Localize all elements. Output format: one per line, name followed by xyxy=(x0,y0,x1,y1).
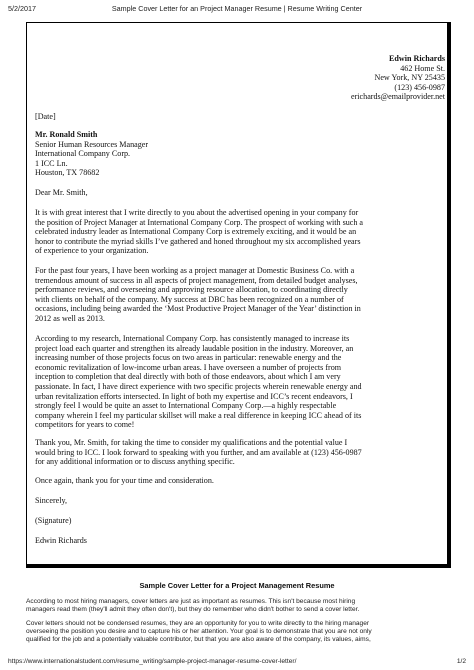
paragraph-line: the position of Project Manager at International Company Corp. The prospect of working with such a xyxy=(35,217,364,227)
paragraph-line: project load each quarter and strengthen its already laudable position in the industry. Moreover, an xyxy=(35,343,354,353)
paragraph-line: For the past four years, I have been working as a project manager at Domestic Business Co. with a xyxy=(35,266,355,275)
print-page-title: Sample Cover Letter for an Project Manager Resume | Resume Writing Center xyxy=(111,4,363,13)
sender-email: erichards@emailprovider.net xyxy=(351,92,445,102)
paragraph-line: According to my research, International Company Corp. has consistently managed to increase its xyxy=(35,334,350,343)
recipient-city: Houston, TX 78682 xyxy=(35,168,100,178)
letter-paragraph-3 xyxy=(35,334,445,430)
paragraph-line: It is with great interest that I write directly to you about the advertised opening in your company for xyxy=(35,208,359,217)
paragraph-line: celebrated industry leader as International Company Corp is extremely exciting, and it would be an xyxy=(35,227,357,237)
paragraph-line: urban revitalization efforts intersected. In light of both my expertise and ICC’s recent endeavors, I xyxy=(35,391,353,401)
print-date: 5/2/2017 xyxy=(8,4,36,13)
paragraph-line: company wherein I feel my particular skillset will make a real difference in keeping ICC ahead of its xyxy=(35,410,362,420)
paragraph-line: with clients on behalf of the company. My success at DBC has been recognized on a number of xyxy=(35,294,344,304)
signature-placeholder: (Signature) xyxy=(35,516,72,525)
sender-phone: (123) 456-0987 xyxy=(394,82,445,92)
paragraph-line: for any additional information or to discuss anything specific. xyxy=(35,457,235,467)
paragraph-line: increasing number of those projects focus on two areas in particular: renewable energy and the xyxy=(35,353,342,363)
paragraph-line: inception to completion that deal directly with both of those endeavors, about which I am very xyxy=(35,372,341,382)
recipient-block xyxy=(35,130,148,178)
paragraph-line: Once again, thank you for your time and consideration. xyxy=(35,476,214,485)
letter-paragraph-1 xyxy=(35,208,445,256)
paragraph-line: honor to contribute the myriad skills I’ve gathered and honed throughout my six accomplished years xyxy=(35,236,361,246)
paragraph-line: performance reviews, and overseeing and approving resource allocation, to coordinating directly xyxy=(35,285,348,295)
paragraph-line: 2012 as well as 2013. xyxy=(35,313,105,323)
letter-paragraph-5 xyxy=(35,476,445,486)
summary-line: managers read them (they'll admit they often don't), but they do remember who didn't bother to send a cover letter. xyxy=(26,606,360,614)
summary-paragraph-2 xyxy=(26,620,451,645)
page-number: 1/2 xyxy=(456,658,466,665)
recipient-name: Mr. Ronald Smith xyxy=(35,130,98,139)
summary-line: Cover letters should not be condensed resumes, they are an opportunity for you to write directly to the hiring manager xyxy=(26,620,370,627)
date-placeholder: [Date] xyxy=(35,112,56,121)
paragraph-line: would bring to ICC. I look forward to speaking with you further, and am available at (123) 456-0987 xyxy=(35,447,362,457)
letter-paragraph-4 xyxy=(35,438,445,467)
paragraph-line: of experience to your organization. xyxy=(35,246,149,256)
closing: Sincerely, xyxy=(35,496,68,505)
sender-street: 462 Home St. xyxy=(400,63,445,73)
paragraph-line: passionate. In fact, I have direct experience with two specific projects wherein renewable energy and xyxy=(35,381,362,391)
summary-line: qualified for the job and a potentially valuable contributor, but that you are also aware of the company, its values, aims, xyxy=(26,636,371,644)
footer-url: https://www.internationalstudent.com/resume_writing/sample-project-manager-resume-cover-letter/ xyxy=(8,658,297,665)
paragraph-line: economic revitalization of low-income urban areas. I have overseen a number of projects from xyxy=(35,362,342,372)
salutation: Dear Mr. Smith, xyxy=(35,188,88,197)
summary-title: Sample Cover Letter for a Project Management Resume xyxy=(139,581,335,590)
summary-line: According to most hiring managers, cover letters are just as important as resumes. This isn't because most hiring xyxy=(26,598,356,605)
paragraph-line: tremendous amount of success in all aspects of project management, from detailed budget analyses, xyxy=(35,275,358,285)
signer-name: Edwin Richards xyxy=(35,536,87,545)
paragraph-line: competitors for years to come! xyxy=(35,420,135,430)
summary-line: overseeing the position you desire and to capture his or her attention. Your goal is to demonstrate that you are not only xyxy=(26,628,372,636)
sender-name: Edwin Richards xyxy=(389,54,445,63)
paragraph-line: occasions, including being awarded the ‘Most Productive Project Manager of the Year’ distinction in xyxy=(35,304,361,314)
paragraph-line: Thank you, Mr. Smith, for taking the time to consider my qualifications and the potential value I xyxy=(35,438,348,447)
recipient-title: Senior Human Resources Manager xyxy=(35,139,149,149)
recipient-company: International Company Corp. xyxy=(35,149,131,159)
paragraph-line: strongly feel I would be quite an asset to International Company Corp.—a highly respectable xyxy=(35,401,337,411)
sender-city: New York, NY 25435 xyxy=(374,73,445,83)
recipient-street: 1 ICC Ln. xyxy=(35,158,68,168)
sender-block xyxy=(351,54,445,102)
summary-paragraph-1 xyxy=(26,598,451,614)
letter-paragraph-2 xyxy=(35,266,445,324)
